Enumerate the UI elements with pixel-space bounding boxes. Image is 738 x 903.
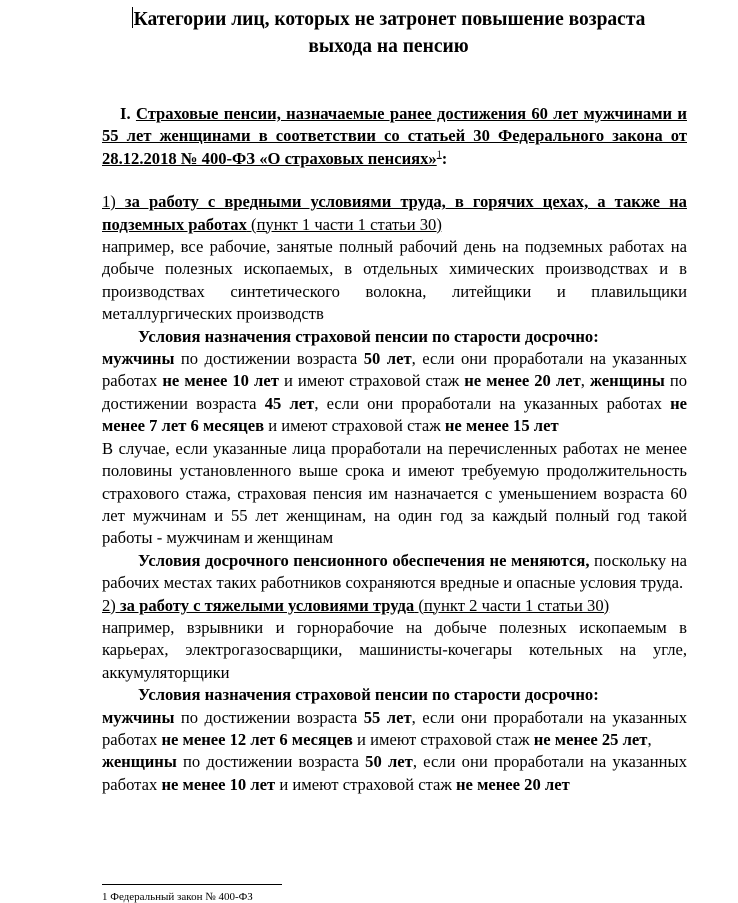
paragraph [102,707,687,752]
text-run: , если они проработали на указанных работах [102,349,687,391]
text-run: по достижении возраста [174,349,364,369]
text-run: 50 лет [365,752,413,772]
document-body[interactable] [102,103,687,796]
text-run: мужчины [102,349,175,369]
paragraph [102,684,687,706]
document-page [102,0,687,796]
text-run: не менее 15 лет [444,416,559,436]
text-cursor [132,7,133,28]
text-run: мужчины [102,707,175,727]
text-run: поскольку на рабочих местах таких работников сохраняются вредные и опасные условия труда. [102,550,687,593]
text-run: , [647,729,652,749]
text-run: Условия досрочного пенсионного обеспечения не меняются, [138,550,590,570]
text-run: и имеют страховой стаж [278,371,465,391]
title-line-2: выхода на пенсию [308,36,469,57]
text-run: , если они проработали на указанных работах [102,752,687,794]
text-run: не менее 7 лет 6 месяцев [102,393,687,436]
title-line-1: Категории лиц, которых не затронет повышение возраста [133,9,646,30]
text-run: , [580,371,590,391]
text-run: по достижении возраста [102,371,688,413]
text-run: женщины [589,371,665,391]
text-run: : [441,148,448,168]
text-run: I. [120,104,136,123]
text-run: 55 лет [363,707,412,727]
text-run: 50 лет [363,349,412,369]
document-title[interactable] [96,6,681,60]
text-run: и имеют страховой стаж [275,774,456,794]
paragraph [102,191,687,236]
footnote-separator [102,884,282,885]
paragraph [102,438,687,550]
text-run: не менее 10 лет [162,371,279,391]
text-run: , если они проработали на указанных работах [102,707,687,749]
paragraph [102,326,687,348]
text-run: 2) [102,595,120,615]
text-run: Условия назначения страховой пенсии по старости досрочно: [138,326,599,346]
text-run: и имеют страховой стаж [352,729,534,749]
text-run: женщины [102,752,177,772]
text-run: не менее 25 лет [533,729,648,749]
text-run: и имеют страховой стаж [264,416,445,436]
text-run: за работу с тяжелыми условиями труда [119,595,415,615]
text-run: В случае, если указанные лица проработали на перечисленных работах не менее половины установленного выше срока и имеют требуемую продолжительность страхового стажа, страховая пенсия им назначается с уменьшением возраста 60 лет мужчинам и 55 лет женщинам, на один год за каждый полный год такой работы - мужчинам и женщинам [102,438,687,548]
text-run: , если они проработали на указанных работах [314,393,671,413]
text-run: не менее 20 лет [464,371,581,391]
paragraph [102,103,687,170]
paragraph [102,236,687,326]
text-run: (пункт 1 части 1 статьи 30) [246,214,442,234]
paragraph [102,348,687,438]
paragraph [102,550,687,595]
text-run: не менее 20 лет [456,774,570,794]
text-run: Страховые пенсии, назначаемые ранее достижения 60 лет мужчинами и 55 лет женщинами в соответствии со статьей 30 Федерального закона от 28.12.2018 № 400-ФЗ «О страховых пенсиях» [102,104,687,168]
paragraph [102,617,687,684]
footnote-ref: 1 [436,149,442,161]
text-run: например, все рабочие, занятые полный рабочий день на подземных работах на добыче полезных ископаемых, в отдельных химических производствах и в производствах синтетического волокна, литейщики и плавильщики металлургических производств [102,237,687,324]
footnote: 1 Федеральный закон № 400-ФЗ [102,891,253,903]
text-run: за работу с вредными условиями труда, в горячих цехах, а также на подземных работах [102,192,687,234]
text-run: не менее 12 лет 6 месяцев [161,729,353,749]
text-run: (пункт 2 части 1 статьи 30) [414,595,610,615]
text-run: 45 лет [264,393,315,413]
text-run: 1) [102,192,125,212]
text-run: например, взрывники и горнорабочие на добыче полезных ископаемым в карьерах, электрогазосварщики, машинисты-кочегары котельных на угле, аккумуляторщики [102,617,687,682]
paragraph [102,751,687,796]
text-run: по достижении возраста [176,752,366,772]
paragraph [102,595,687,617]
text-run: Условия назначения страховой пенсии по старости досрочно: [138,685,599,705]
text-run: по достижении возраста [174,707,364,727]
text-run: не менее 10 лет [161,774,276,794]
